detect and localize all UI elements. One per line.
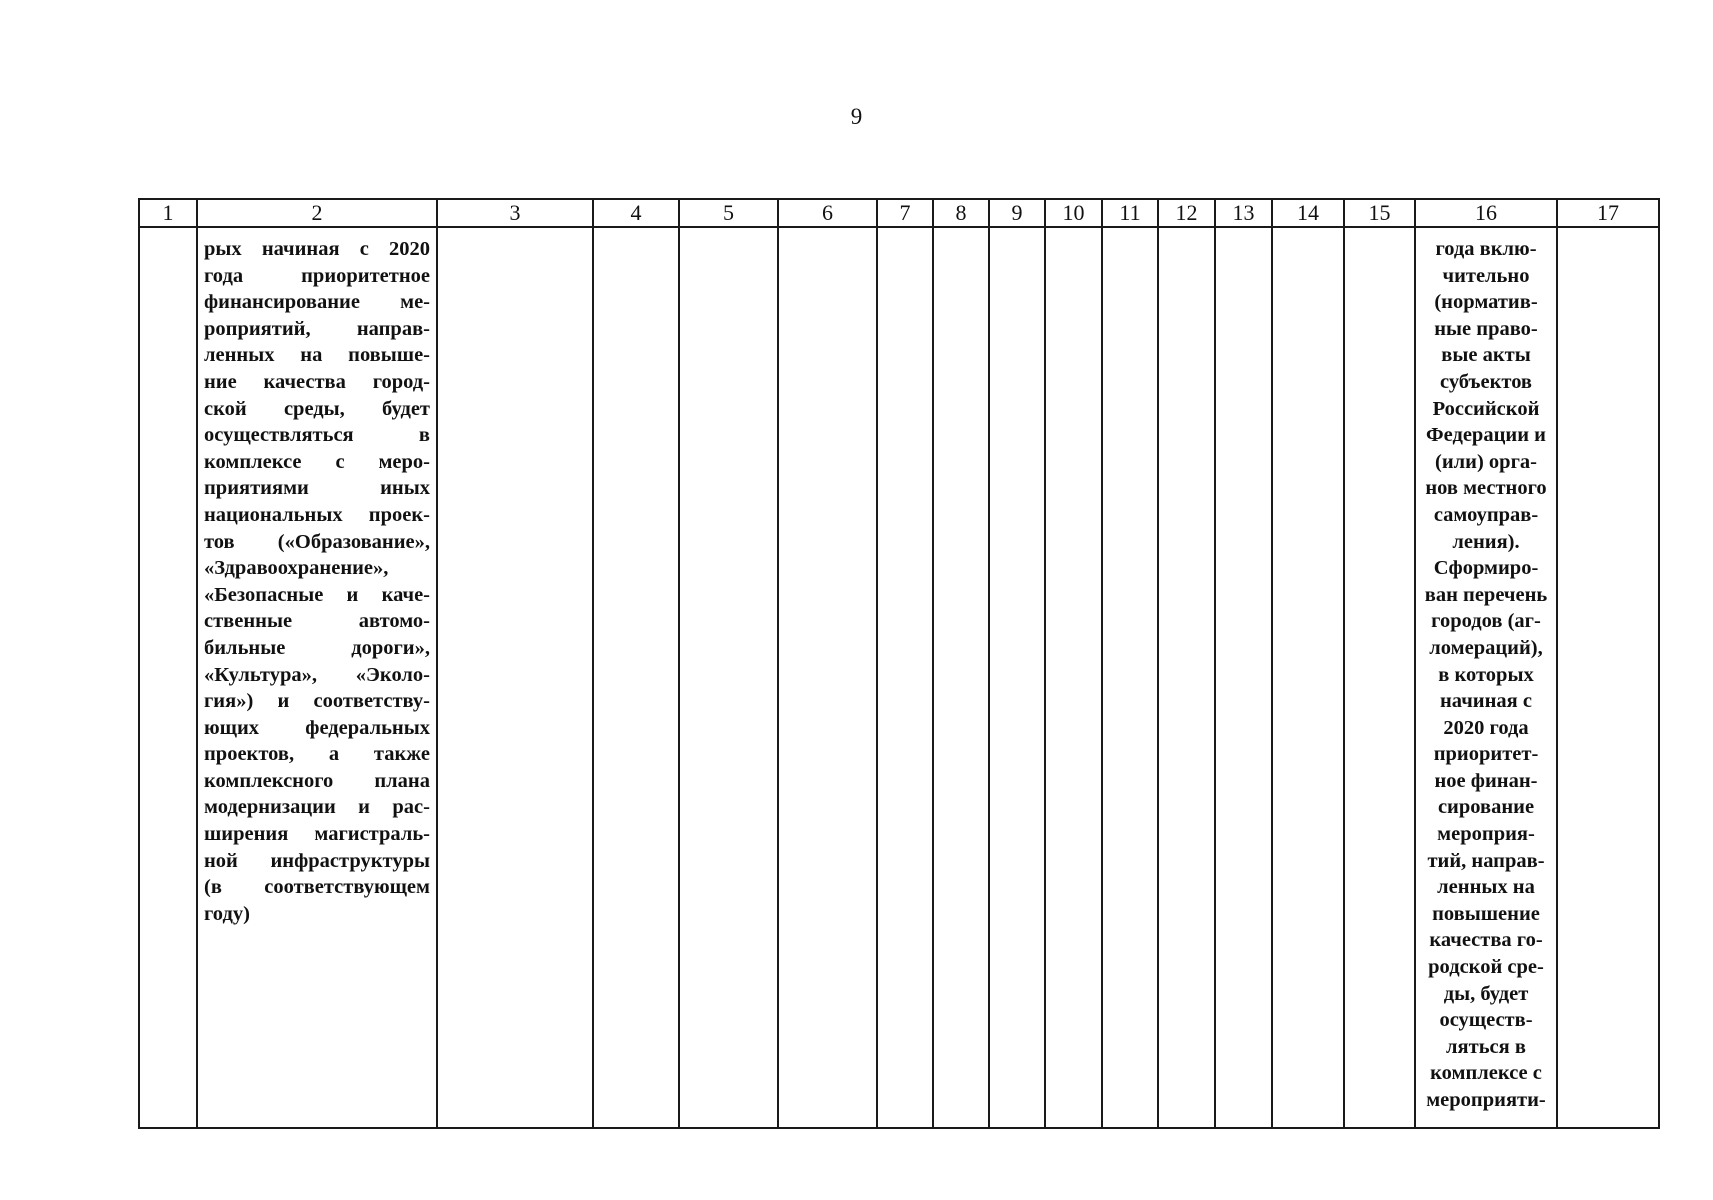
column-header: 1 <box>139 199 197 227</box>
text-line: (норматив- <box>1434 291 1538 314</box>
table-cell <box>593 227 679 1128</box>
table-cell <box>1215 227 1272 1128</box>
text-line: Российской <box>1432 397 1540 420</box>
table-cell <box>1272 227 1344 1128</box>
column-header: 8 <box>933 199 989 227</box>
column-header: 4 <box>593 199 679 227</box>
text-line: мероприяти- <box>1426 1089 1546 1111</box>
text-line: проектов, а также <box>204 743 430 766</box>
text-line: самоуправ- <box>1433 503 1539 526</box>
text-line: «Безопасные и каче- <box>204 583 430 606</box>
table-cell <box>1344 227 1415 1128</box>
text-line: городов (аг- <box>1431 610 1541 633</box>
text-line: ды, будет <box>1443 982 1529 1005</box>
text-line: ширения магистраль- <box>204 823 430 846</box>
column-header: 7 <box>877 199 933 227</box>
text-line: ные право- <box>1434 317 1538 340</box>
text-line: ван перечень <box>1424 583 1548 606</box>
text-line: комплексного плана <box>204 769 430 792</box>
text-line: вые акты <box>1441 344 1531 367</box>
table-cell <box>679 227 778 1128</box>
text-line: года приоритетное <box>204 264 430 287</box>
text-line: национальных проек- <box>204 503 430 526</box>
column-header: 6 <box>778 199 877 227</box>
text-line: «Культура», «Эколо- <box>204 663 430 686</box>
text-line: «Здравоохранение», <box>204 557 389 580</box>
text-line: ной инфраструктуры <box>204 849 430 872</box>
text-line: Сформиро- <box>1433 557 1539 580</box>
text-line: качества го- <box>1429 929 1543 952</box>
text-line: осуществ- <box>1439 1009 1533 1032</box>
text-line: году) <box>204 902 250 925</box>
table-cell <box>1045 227 1102 1128</box>
text-line: тов («Образование», <box>204 530 430 553</box>
column-header: 9 <box>989 199 1045 227</box>
table-cell <box>989 227 1045 1128</box>
column-header: 2 <box>197 199 437 227</box>
column-header: 11 <box>1102 199 1158 227</box>
text-line: модернизации и рас- <box>204 796 430 819</box>
column-header: 5 <box>679 199 778 227</box>
text-line: ляться в <box>1446 1035 1526 1058</box>
column-header: 3 <box>437 199 593 227</box>
column-header: 14 <box>1272 199 1344 227</box>
table-cell <box>877 227 933 1128</box>
text-line: Федерации и <box>1426 424 1546 447</box>
text-line: ления). <box>1452 530 1520 553</box>
table-row <box>139 227 1659 1128</box>
text-line: роприятий, направ- <box>204 317 430 340</box>
text-line: ломераций), <box>1429 636 1543 659</box>
table-cell-col2-text <box>197 227 437 1128</box>
page-number: 9 <box>850 104 863 129</box>
table-cell <box>139 227 197 1128</box>
text-line: осуществляться в <box>204 424 430 447</box>
text-line: ственные автомо- <box>204 610 430 633</box>
text-line: бильные дороги», <box>204 636 430 659</box>
text-line: приятиями иных <box>204 477 430 500</box>
text-line: (или) орга- <box>1435 450 1537 473</box>
table-cell <box>1102 227 1158 1128</box>
text-line: повышение <box>1432 902 1540 925</box>
text-line: ленных на <box>1437 876 1535 899</box>
text-line: тий, направ- <box>1427 849 1545 872</box>
table-cell <box>778 227 877 1128</box>
text-line: комплексе с <box>1430 1062 1542 1085</box>
text-line: родской сре- <box>1428 956 1544 979</box>
column-header: 12 <box>1158 199 1215 227</box>
table-cell <box>1158 227 1215 1128</box>
header-row <box>139 199 1659 227</box>
table-cell-col16-text <box>1415 227 1557 1128</box>
column-header: 15 <box>1344 199 1415 227</box>
column-header: 13 <box>1215 199 1272 227</box>
column-header: 10 <box>1045 199 1102 227</box>
text-line: (в соответствующем <box>204 876 430 899</box>
text-line: ное финан- <box>1434 769 1538 792</box>
text-line: чительно <box>1442 264 1530 287</box>
text-line: начиная с <box>1440 690 1532 713</box>
column-header: 16 <box>1415 199 1557 227</box>
text-line: ющих федеральных <box>204 716 430 739</box>
text-line: финансирование ме- <box>204 291 430 314</box>
text-line: нов местного <box>1425 477 1547 500</box>
text-line: субъектов <box>1439 370 1533 393</box>
table-cell <box>437 227 593 1128</box>
text-line: приоритет- <box>1433 743 1539 766</box>
text-line: комплексе с меро- <box>204 450 430 473</box>
table-cell <box>1557 227 1659 1128</box>
column-header: 17 <box>1557 199 1659 227</box>
table-cell <box>933 227 989 1128</box>
data-table <box>138 198 1660 1129</box>
text-line: года вклю- <box>1435 238 1537 260</box>
text-line: в которых <box>1438 663 1534 686</box>
text-line: ние качества город- <box>204 370 430 393</box>
text-line: сирование <box>1437 796 1535 819</box>
text-line: мероприя- <box>1437 823 1535 846</box>
text-line: рых начиная с 2020 <box>204 238 430 260</box>
text-line: 2020 года <box>1443 716 1529 739</box>
text-line: ленных на повыше- <box>204 344 430 367</box>
text-line: ской среды, будет <box>204 397 430 420</box>
text-line: гия») и соответству- <box>204 690 430 713</box>
